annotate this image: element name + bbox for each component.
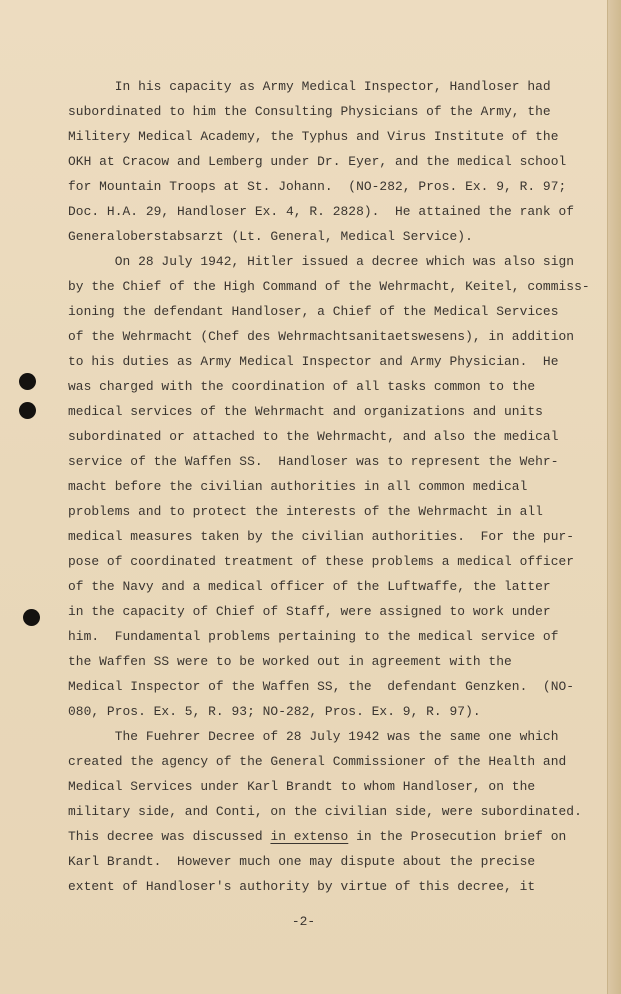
- underlined-term: in extenso: [270, 829, 349, 844]
- line-text-before: This decree was discussed: [68, 829, 271, 844]
- punch-hole: [19, 373, 36, 390]
- text-line-with-underline: [68, 824, 578, 849]
- text-line: medical measures taken by the civilian authorities. For the pur-: [68, 529, 575, 544]
- text-line: subordinated or attached to the Wehrmacht, and also the medical: [68, 429, 559, 444]
- text-line: subordinated to him the Consulting Physicians of the Army, the: [68, 104, 551, 119]
- line-text-after: in the Prosecution brief on: [348, 829, 567, 844]
- text-line: Medical Inspector of the Waffen SS, the defendant Genzken. (NO-: [68, 679, 575, 694]
- text-line: of the Navy and a medical officer of the Luftwaffe, the latter: [68, 579, 551, 594]
- text-line: 080, Pros. Ex. 5, R. 93; NO-282, Pros. Ex. 9, R. 97).: [68, 704, 481, 719]
- punch-hole: [19, 402, 36, 419]
- text-line: by the Chief of the High Command of the Wehrmacht, Keitel, commiss-: [68, 279, 590, 294]
- text-line: Doc. H.A. 29, Handloser Ex. 4, R. 2828). He attained the rank of: [68, 204, 575, 219]
- text-line: for Mountain Troops at St. Johann. (NO-282, Pros. Ex. 9, R. 97;: [68, 179, 567, 194]
- text-line: problems and to protect the interests of the Wehrmacht in all: [68, 504, 543, 519]
- text-line: Karl Brandt. However much one may dispute about the precise: [68, 854, 536, 869]
- text-line: in the capacity of Chief of Staff, were assigned to work under: [68, 604, 551, 619]
- page-edge: [607, 0, 621, 994]
- punch-hole: [23, 609, 40, 626]
- body-text: [68, 74, 590, 899]
- page-number: -2-: [291, 914, 316, 929]
- text-line: of the Wehrmacht (Chef des Wehrmachtsanitaetswesens), in addition: [68, 329, 575, 344]
- text-line: pose of coordinated treatment of these problems a medical officer: [68, 554, 575, 569]
- text-line: to his duties as Army Medical Inspector and Army Physician. He: [68, 354, 559, 369]
- text-line: medical services of the Wehrmacht and organizations and units: [68, 404, 543, 419]
- text-line: him. Fundamental problems pertaining to the medical service of: [68, 629, 559, 644]
- text-line: Medical Services under Karl Brandt to whom Handloser, on the: [68, 779, 536, 794]
- text-line: extent of Handloser's authority by virtue of this decree, it: [68, 879, 536, 894]
- text-line: macht before the civilian authorities in all common medical: [68, 479, 528, 494]
- text-line: military side, and Conti, on the civilian side, were subordinated.: [68, 804, 582, 819]
- text-line: ioning the defendant Handloser, a Chief of the Medical Services: [68, 304, 559, 319]
- text-line: the Waffen SS were to be worked out in agreement with the: [68, 654, 512, 669]
- text-line: was charged with the coordination of all tasks common to the: [68, 379, 536, 394]
- text-line: Militery Medical Academy, the Typhus and Virus Institute of the: [68, 129, 559, 144]
- text-line: OKH at Cracow and Lemberg under Dr. Eyer, and the medical school: [68, 154, 567, 169]
- text-line: On 28 July 1942, Hitler issued a decree which was also sign: [68, 254, 575, 269]
- text-line: The Fuehrer Decree of 28 July 1942 was the same one which: [68, 729, 559, 744]
- text-line: service of the Waffen SS. Handloser was to represent the Wehr-: [68, 454, 559, 469]
- text-line: In his capacity as Army Medical Inspector, Handloser had: [68, 79, 551, 94]
- text-line: Generaloberstabsarzt (Lt. General, Medical Service).: [68, 229, 473, 244]
- text-line: created the agency of the General Commissioner of the Health and: [68, 754, 567, 769]
